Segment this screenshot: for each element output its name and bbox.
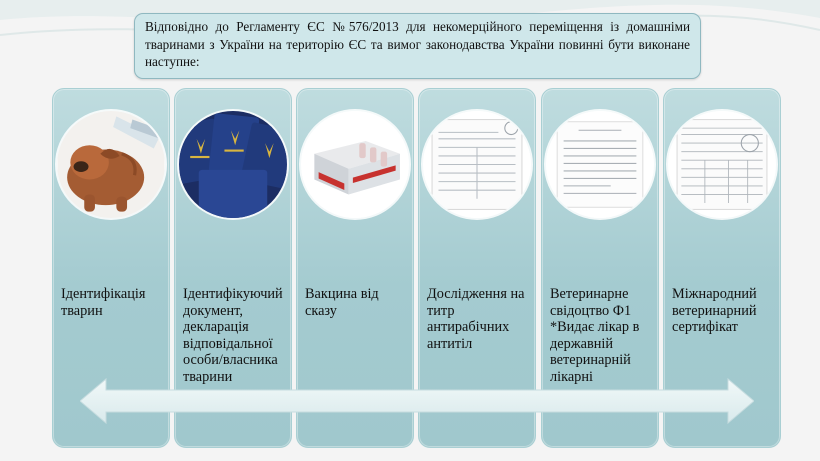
step-label-international-certificate: Міжнародний ветеринарний сертифікат (672, 286, 757, 335)
step-label-identification: Ідентифікація тварин (61, 286, 146, 319)
step-label-antibody-test: Дослідження на титр антирабічних антитіл (427, 286, 525, 352)
international-certificate-photo (668, 111, 776, 218)
lab-test-form-photo (423, 111, 531, 218)
puppy-microchip-photo (57, 111, 165, 218)
rabies-vaccine-box-photo (301, 111, 409, 218)
intro-text: Відповідно до Регламенту ЄС №576/2013 для некомерційного переміщення із домашніми тваринами з України на територію ЄС та вимог законодавства України повинні бути виконане наступне: (145, 19, 690, 69)
vet-certificate-f1-photo (546, 111, 654, 218)
pet-passports-photo (179, 111, 287, 218)
step-label-passport: Ідентифікуючий документ, декларація відповідальної особи/власника тварини (183, 286, 283, 385)
step-label-vaccine: Вакцина від сказу (305, 286, 379, 319)
step-label-vet-certificate: Ветеринарне свідоцтво Ф1 *Видає лікар в державній ветеринарній лікарні (550, 286, 640, 385)
double-arrow-icon (80, 378, 754, 424)
